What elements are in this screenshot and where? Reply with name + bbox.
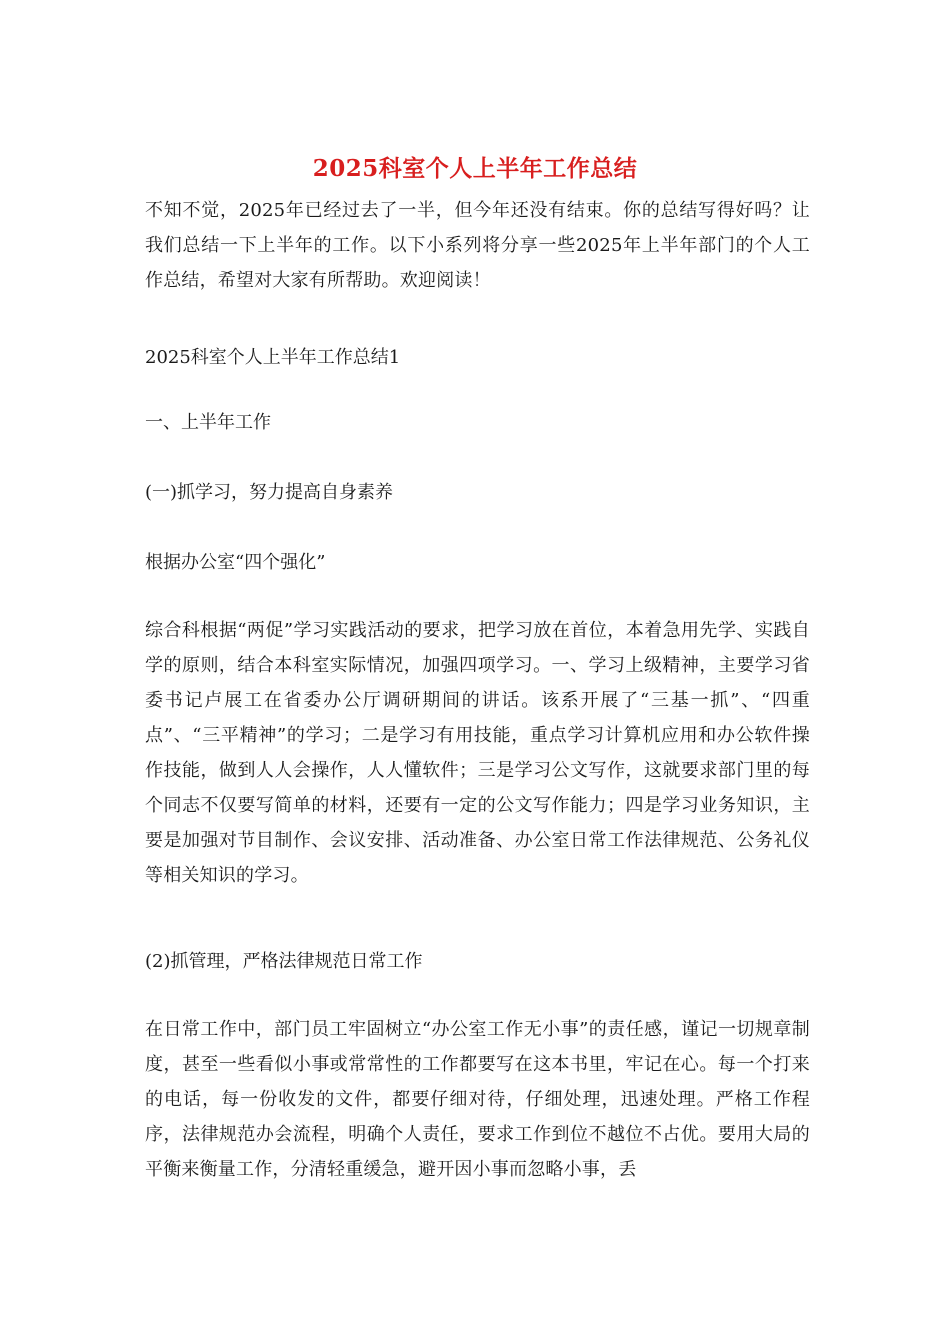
document-title: 2025科室个人上半年工作总结 xyxy=(312,155,638,182)
subheading-note: 根据办公室“四个强化” xyxy=(145,552,326,573)
section-title: 2025科室个人上半年工作总结1 xyxy=(145,347,401,368)
intro-paragraph: 不知不觉，2025年已经过去了一半，但今年还没有结束。你的总结写得好吗？让我们总结一下上半年的工作。以下小系列将分享一些2025年上半年部门的个人工作总结，希望对大家有所帮助。欢迎阅读！ xyxy=(145,200,810,291)
subheading-study: (一)抓学习，努力提高自身素养 xyxy=(145,482,394,503)
subheading-management: (2)抓管理，严格法律规范日常工作 xyxy=(145,951,423,972)
heading-first-half-work: 一、上半年工作 xyxy=(145,412,271,433)
paragraph-management: 在日常工作中，部门员工牢固树立“办公室工作无小事”的责任感，谨记一切规章制度，甚至一些看似小事或常常性的工作都要写在这本书里，牢记在心。每一个打来的电话，每一份收发的文件，都要仔细对待，仔细处理，迅速处理。严格工作程序，法律规范办会流程，明确个人责任，要求工作到位不越位不占优。要用大局的平衡来衡量工作，分清轻重缓急，避开因小事而忽略小事，丢 xyxy=(145,1019,810,1180)
paragraph-study: 综合科根据“两促”学习实践活动的要求，把学习放在首位，本着急用先学、实践自学的原则，结合本科室实际情况，加强四项学习。一、学习上级精神，主要学习省委书记卢展工在省委办公厅调研期间的讲话。该系开展了“三基一抓”、“四重点”、“三平精神”的学习；二是学习有用技能，重点学习计算机应用和办公软件操作技能，做到人人会操作，人人懂软件；三是学习公文写作，这就要求部门里的每个同志不仅要写简单的材料，还要有一定的公文写作能力；四是学习业务知识，主要是加强对节目制作、会议安排、活动准备、办公室日常工作法律规范、公务礼仪等相关知识的学习。 xyxy=(145,620,810,886)
